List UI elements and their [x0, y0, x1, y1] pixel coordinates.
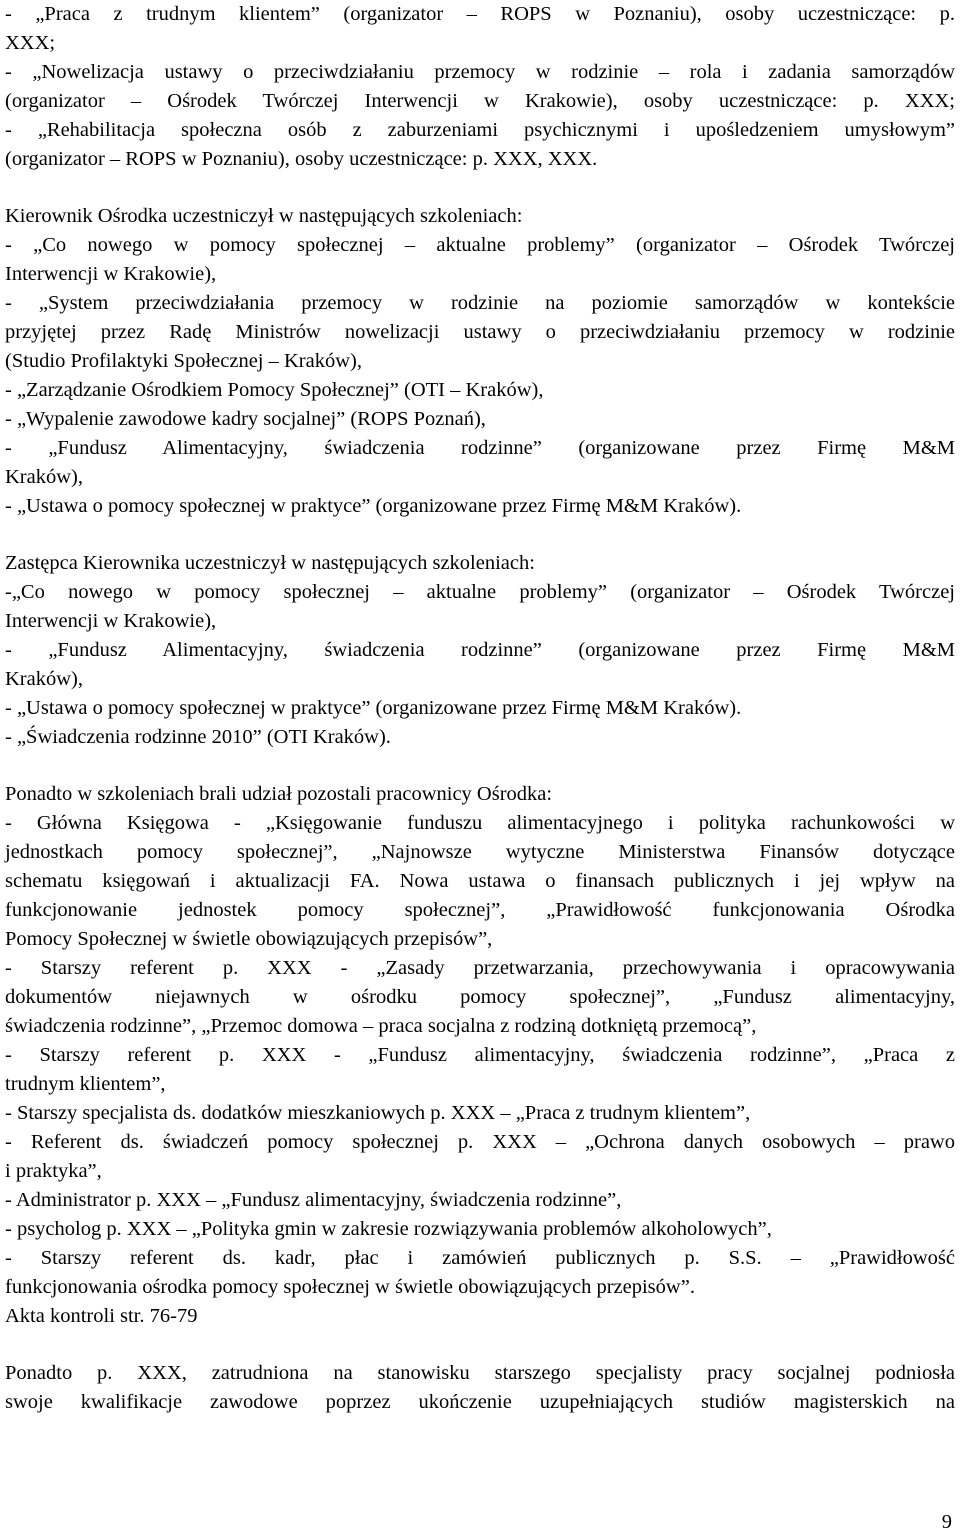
text-line: - Starszy referent ds. kadr, płac i zamówień publicznych p. S.S. – „Prawidłowość: [5, 1247, 955, 1269]
text-line: - Starszy specjalista ds. dodatków mieszkaniowych p. XXX – „Praca z trudnym klientem”,: [5, 1102, 751, 1124]
text-line: - Referent ds. świadczeń pomocy społecznej p. XXX – „Ochrona danych osobowych – prawo: [5, 1131, 955, 1153]
text-line: Kraków),: [5, 668, 83, 690]
text-line: Kraków),: [5, 466, 83, 488]
text-line: - „Ustawa o pomocy społecznej w praktyce” (organizowane przez Firmę M&M Kraków).: [5, 495, 742, 517]
text-line: - „Co nowego w pomocy społecznej – aktualne problemy” (organizator – Ośrodek Twórczej: [5, 234, 955, 256]
text-line: - „Fundusz Alimentacyjny, świadczenia rodzinne” (organizowane przez Firmę M&M: [5, 639, 955, 661]
text-line: (organizator – ROPS w Poznaniu), osoby uczestniczące: p. XXX, XXX.: [5, 148, 598, 170]
paragraph: [5, 1359, 955, 1417]
text-line: - „Zarządzanie Ośrodkiem Pomocy Społecznej” (OTI – Kraków),: [5, 379, 544, 401]
text-line: jednostkach pomocy społecznej”, „Najnowsze wytyczne Ministerstwa Finansów dotyczące: [5, 841, 955, 863]
text-line: funkcjonowania ośrodka pomocy społecznej w świetle obowiązujących przepisów”.: [5, 1276, 695, 1298]
text-line: - Administrator p. XXX – „Fundusz alimentacyjny, świadczenia rodzinne”,: [5, 1189, 622, 1211]
text-line: (Studio Profilaktyki Społecznej – Kraków),: [5, 350, 362, 372]
text-line: przyjętej przez Radę Ministrów nowelizacji ustawy o przeciwdziałaniu przemocy w rodzinie: [5, 321, 955, 343]
paragraph-gap: [5, 752, 955, 780]
text-line: dokumentów niejawnych w ośrodku pomocy społecznej”, „Fundusz alimentacyjny,: [5, 986, 955, 1008]
text-line: Interwencji w Krakowie),: [5, 610, 217, 632]
text-line: -„Co nowego w pomocy społecznej – aktualne problemy” (organizator – Ośrodek Twórczej: [5, 581, 955, 603]
text-line: - psycholog p. XXX – „Polityka gmin w zakresie rozwiązywania problemów alkoholowych”,: [5, 1218, 772, 1240]
text-line: schematu księgowań i aktualizacji FA. Nowa ustawa o finansach publicznych i jej wpływ na: [5, 870, 955, 892]
paragraph: [5, 202, 955, 521]
paragraph: [5, 0, 955, 174]
paragraph-gap: [5, 174, 955, 202]
text-line: Pomocy Społecznej w świetle obowiązujących przepisów”,: [5, 928, 493, 950]
text-line: XXX;: [5, 32, 56, 54]
text-line: trudnym klientem”,: [5, 1073, 166, 1095]
document-page: [5, 0, 955, 1417]
text-line: - „Wypalenie zawodowe kadry socjalnej” (ROPS Poznań),: [5, 408, 486, 430]
text-line: - Główna Księgowa - „Księgowanie funduszu alimentacyjnego i polityka rachunkowości w: [5, 812, 955, 834]
text-line: - Starszy referent p. XXX - „Zasady przetwarzania, przechowywania i opracowywania: [5, 957, 955, 979]
text-line: - „Rehabilitacja społeczna osób z zaburzeniami psychicznymi i upośledzeniem umysłowym”: [5, 119, 955, 141]
text-line: - „Praca z trudnym klientem” (organizator – ROPS w Poznaniu), osoby uczestniczące: p.: [5, 3, 955, 25]
paragraph: [5, 780, 955, 1331]
document-body: [5, 0, 955, 1417]
text-line: - „Ustawa o pomocy społecznej w praktyce” (organizowane przez Firmę M&M Kraków).: [5, 697, 742, 719]
text-line: Kierownik Ośrodka uczestniczył w następujących szkoleniach:: [5, 205, 523, 227]
text-line: swoje kwalifikacje zawodowe poprzez ukończenie uzupełniających studiów magisterskich na: [5, 1391, 955, 1413]
text-line: - „Fundusz Alimentacyjny, świadczenia rodzinne” (organizowane przez Firmę M&M: [5, 437, 955, 459]
text-line: świadczenia rodzinne”, „Przemoc domowa – praca socjalna z rodziną dotkniętą przemocą”,: [5, 1015, 757, 1037]
text-line: - Starszy referent p. XXX - „Fundusz alimentacyjny, świadczenia rodzinne”, „Praca z: [5, 1044, 955, 1066]
text-line: Ponadto w szkoleniach brali udział pozostali pracownicy Ośrodka:: [5, 783, 553, 805]
text-line: Zastępca Kierownika uczestniczył w następujących szkoleniach:: [5, 552, 535, 574]
text-line: (organizator – Ośrodek Twórczej Interwencji w Krakowie), osoby uczestniczące: p. XXX;: [5, 90, 955, 112]
text-line: Interwencji w Krakowie),: [5, 263, 217, 285]
text-line: - „Nowelizacja ustawy o przeciwdziałaniu przemocy w rodzinie – rola i zadania samorządów: [5, 61, 955, 83]
text-line: - „System przeciwdziałania przemocy w rodzinie na poziomie samorządów w kontekście: [5, 292, 955, 314]
text-line: Akta kontroli str. 76-79: [5, 1305, 198, 1327]
text-line: i praktyka”,: [5, 1160, 102, 1182]
page-number: 9: [941, 1511, 952, 1533]
text-line: Ponadto p. XXX, zatrudniona na stanowisku starszego specjalisty pracy socjalnej podniosła: [5, 1362, 955, 1384]
paragraph-gap: [5, 1331, 955, 1359]
text-line: funkcjonowanie jednostek pomocy społecznej”, „Prawidłowość funkcjonowania Ośrodka: [5, 899, 955, 921]
paragraph: [5, 549, 955, 752]
text-line: - „Świadczenia rodzinne 2010” (OTI Kraków).: [5, 726, 391, 748]
paragraph-gap: [5, 521, 955, 549]
